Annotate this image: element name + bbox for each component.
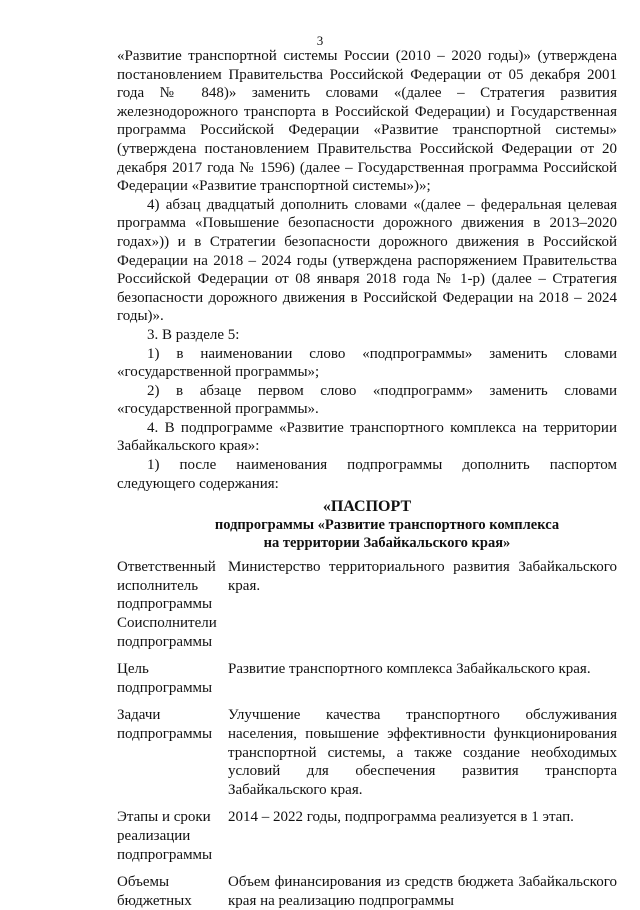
paragraph: 4. В подпрограмме «Развитие транспортного комплекса на территории Забайкальского края»:	[117, 419, 617, 455]
passport-row-label: Объемы бюджетных	[117, 874, 192, 909]
page-number: 3	[316, 33, 324, 48]
passport-row-label: Соисполнители подпрограммы	[117, 615, 217, 650]
paragraph: 4) абзац двадцатый дополнить словами «(далее – федеральная целевая программа «Повышение безопасности дорожного движения в 2013–2020 годах»)) и в Стратегии безопасности дорожного движения в Российской Федерации на 2018 – 2024 годы (утверждена распоряжением Правительства Российской Федерации от 08 января 2018 года № 1-р) (далее – Стратегия безопасности дорожного движения в Российской Федерации на 2018 – 2024 годы)».	[117, 196, 617, 325]
paragraph: 3. В разделе 5:	[147, 326, 240, 343]
passport-row-label: Этапы и сроки реализации подпрограммы	[117, 809, 213, 863]
passport-row-value: Объем финансирования из средств бюджета Забайкальского края на реализацию подпрограммы	[228, 874, 617, 909]
passport-subtitle: на территории Забайкальского края»	[263, 535, 511, 552]
passport-row-value: Улучшение качества транспортного обслуживания населения, повышение эффективности функционирования транспортной системы, а также создание необходимых условий для обеспечения развития транспорта Забайкальского края.	[228, 707, 617, 798]
passport-subtitle: подпрограммы «Развитие транспортного комплекса	[214, 517, 560, 534]
passport-row-value: Министерство территориального развития Забайкальского края.	[228, 559, 617, 594]
paragraph: 1) после наименования подпрограммы дополнить паспортом следующего содержания:	[117, 457, 617, 492]
passport-table	[117, 558, 617, 910]
document-body	[117, 47, 617, 910]
paragraph: «Развитие транспортной системы России (2010 – 2020 годы)» (утверждена постановлением Правительства Российской Федерации от 05 декабря 2001 года № 848)» заменить словами «(далее – Стратегия развития железнодорожного транспорта в Российской Федерации) и Государственная программа Российской Федерации «Развитие транспортной системы» (утверждена постановлением Правительства Российской Федерации от 20 декабря 2017 года № 1596) (далее – Государственная программа Российской Федерации «Развитие транспортной системы»)»;	[117, 48, 617, 195]
passport-row-label: Цель подпрограммы	[117, 661, 213, 696]
paragraph: 2) в абзаце первом слово «подпрограмм» заменить словами «государственной программы».	[117, 382, 617, 418]
paragraph: 1) в наименовании слово «подпрограммы» заменить словами «государственной программы»;	[117, 345, 617, 381]
passport-row-label: Ответственный исполнитель подпрограммы	[117, 559, 216, 613]
passport-row-label: Задачи подпрограммы	[117, 707, 213, 742]
passport-row-value: Развитие транспортного комплекса Забайкальского края.	[228, 661, 591, 678]
passport-row-value	[228, 614, 617, 651]
passport-title: «ПАСПОРТ	[322, 498, 412, 516]
passport-row-value: 2014 – 2022 годы, подпрограмма реализуется в 1 этап.	[228, 809, 574, 826]
